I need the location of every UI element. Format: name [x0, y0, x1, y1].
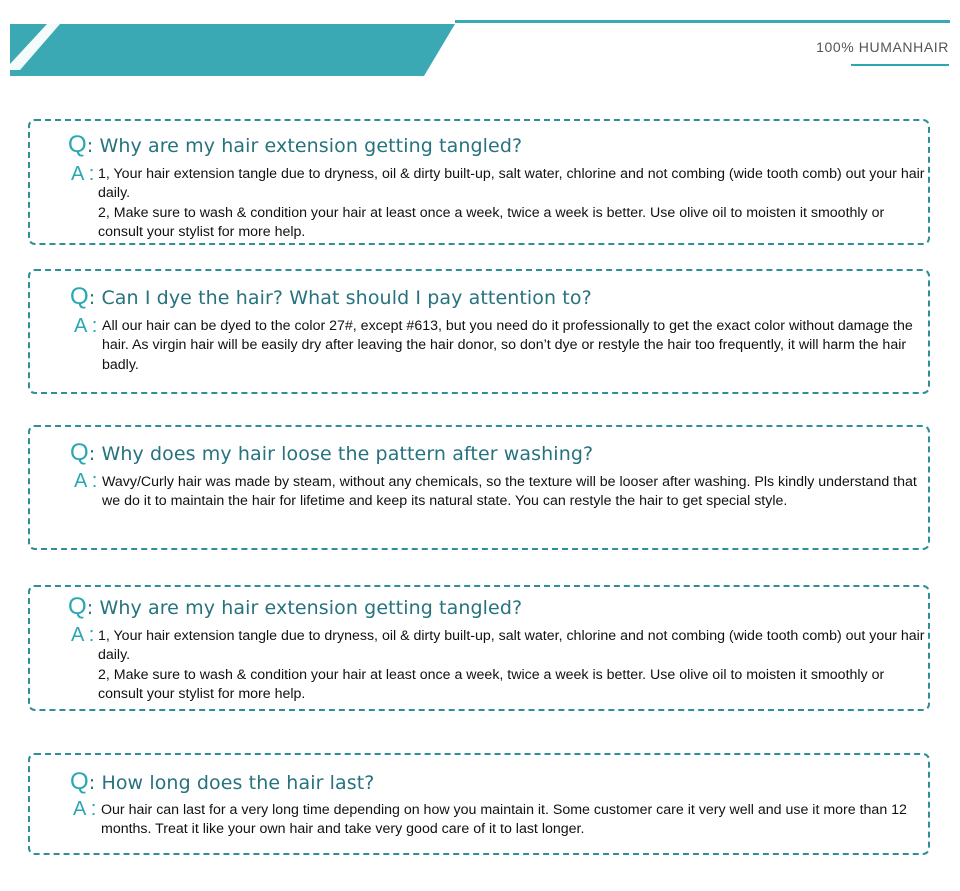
q-mark: Q: [70, 439, 89, 466]
banner-left-band: [10, 24, 455, 76]
question-text: How long does the hair last?: [101, 772, 375, 794]
faq-item: [28, 425, 930, 550]
faq-item: [28, 119, 930, 245]
answer-line: All our hair can be dyed to the color 27#, except #613, but you need do it professionally to get the exact color without damage the hair. As virgin hair will be easily dry after leaving the hair donor, so don’t dye or restyle the hair too frequently, it will harm the hair badly.: [102, 318, 913, 373]
q-mark: Q: [68, 593, 87, 620]
q-colon: :: [88, 443, 102, 465]
q-mark: Q: [68, 131, 87, 158]
faq-question: [70, 768, 374, 796]
faq-answer: [98, 627, 926, 705]
question-text: Why does my hair loose the pattern after washing?: [101, 443, 594, 465]
question-text: Can I dye the hair? What should I pay attention to?: [101, 287, 592, 309]
faq-answer: [102, 473, 930, 512]
brand-underline: [851, 64, 949, 66]
faq-answer: [98, 165, 926, 243]
faq-answer: [102, 317, 930, 375]
faq-item: [28, 269, 930, 394]
banner-right-lip: [455, 20, 950, 23]
answer-mark: A :: [71, 624, 95, 646]
answer-line: 1, Your hair extension tangle due to dryness, oil & dirty built-up, salt water, chlorine and not combing (wide tooth comb) out your hair daily.: [98, 166, 925, 202]
answer-mark: A :: [71, 163, 95, 185]
answer-line: 2, Make sure to wash & condition your hair at least once a week, twice a week is better. Use olive oil to moisten it smoothly or consult your stylist for more help.: [98, 204, 885, 241]
answer-line: 1, Your hair extension tangle due to dryness, oil & dirty built-up, salt water, chlorine and not combing (wide tooth comb) out your hair daily.: [98, 628, 925, 664]
faq-item: [28, 753, 930, 855]
q-mark: Q: [70, 283, 89, 310]
q-mark: Q: [70, 768, 89, 795]
brand-text: 100% HUMANHAIR: [816, 39, 949, 55]
q-colon: :: [88, 287, 102, 309]
faq-answer: [101, 801, 929, 840]
answer-line: 2, Make sure to wash & condition your hair at least once a week, twice a week is better. Use olive oil to moisten it smoothly or consult your stylist for more help.: [98, 666, 885, 703]
question-text: Why are my hair extension getting tangled?: [99, 135, 523, 157]
answer-mark: A :: [74, 470, 98, 492]
faq-question: [68, 131, 522, 159]
answer-mark: A :: [73, 798, 97, 820]
answer-mark: A :: [74, 315, 98, 337]
answer-line: Wavy/Curly hair was made by steam, without any chemicals, so the texture will be looser after washing. Pls kindly understand that we do it to maintain the hair for lifetime and keep its natural state. You can restyle the hair to get special style.: [102, 474, 917, 510]
q-colon: :: [86, 135, 100, 157]
faq-item: [28, 585, 930, 711]
q-colon: :: [88, 772, 102, 794]
faq-question: [70, 283, 592, 311]
q-colon: :: [86, 597, 100, 619]
faq-question: [70, 439, 593, 467]
faq-question: [68, 593, 522, 621]
question-text: Why are my hair extension getting tangled?: [99, 597, 523, 619]
answer-line: Our hair can last for a very long time depending on how you maintain it. Some customer care it very well and use it more than 12 months. Treat it like your own hair and take very good care of it to last longer.: [101, 802, 907, 838]
